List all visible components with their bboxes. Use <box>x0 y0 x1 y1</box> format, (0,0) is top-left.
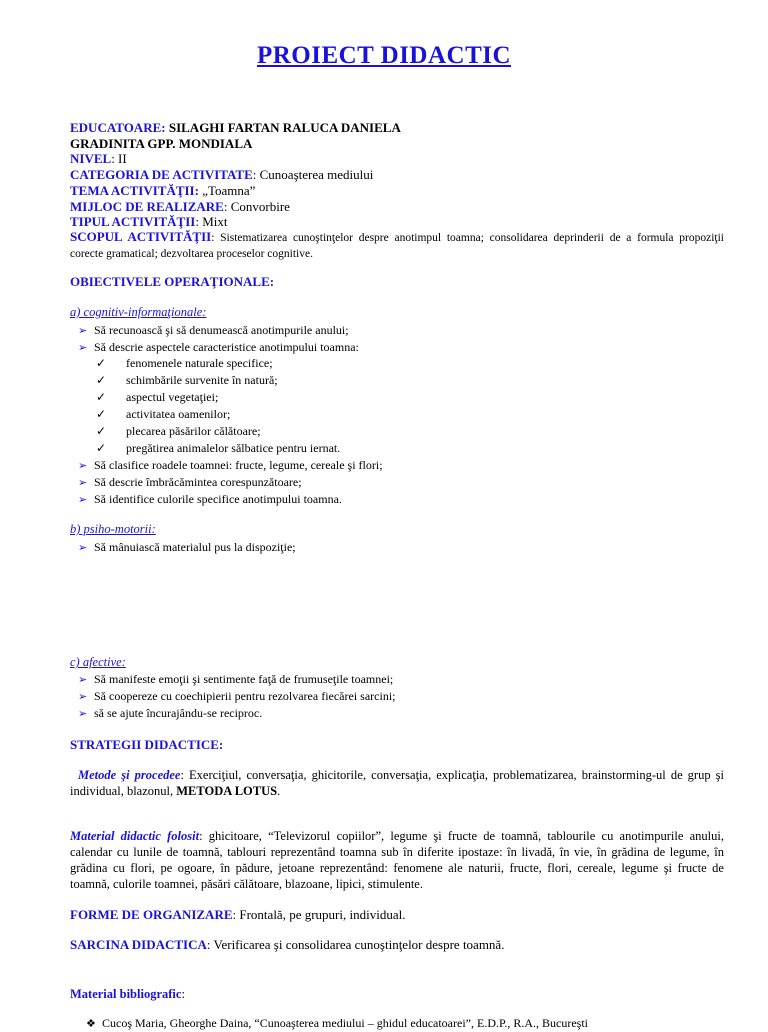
list-item: ➢ Să descrie îmbrăcămintea corespunzătoare; <box>78 475 302 489</box>
categoria-line <box>70 167 373 183</box>
categoria-value: : Cunoaşterea mediului <box>252 167 374 182</box>
checkmark-icon: ✓ <box>96 373 107 387</box>
check-item: ✓ schimbările survenite în natură; <box>96 373 278 387</box>
sarcina-value: : Verificarea şi consolidarea cunoştinţelor despre toamnă. <box>206 937 505 952</box>
cognitiv-subheading: a) cognitiv-informaţionale: <box>70 305 207 319</box>
check-item: ✓ aspectul vegetaţiei; <box>96 390 219 404</box>
material-paragraph <box>70 828 724 892</box>
list-item: ❖ Cucoş Maria, Gheorghe Daina, “Cunoaşterea mediului – ghidul educatoarei”, E.D.P., R.A., Bucureşti <box>86 1016 588 1030</box>
list-item: ➢ Să descrie aspectele caracteristice anotimpului toamna: <box>78 340 359 354</box>
gradinita-line: GRADINITA GPP. MONDIALA <box>70 136 253 151</box>
scopul-label: SCOPUL ACTIVITĂŢII <box>70 229 212 244</box>
nivel-line <box>70 151 127 167</box>
arrow-bullet-icon: ➢ <box>78 691 88 703</box>
tema-value: „Toamna” <box>198 183 256 198</box>
objectives-heading: OBIECTIVELE OPERAŢIONALE: <box>70 274 275 289</box>
tema-line <box>70 183 255 199</box>
educatoare-label: EDUCATOARE: <box>70 120 166 135</box>
list-item: ➢ Să clasifice roadele toamnei: fructe, legume, cereale şi flori; <box>78 458 383 472</box>
arrow-bullet-icon: ➢ <box>78 542 88 554</box>
arrow-bullet-icon: ➢ <box>78 477 88 489</box>
arrow-bullet-icon: ➢ <box>78 494 88 506</box>
metode-paragraph: Metode şi procedee: Exerciţiul, conversaţia, ghicitorile, conversaţia, explicaţia, problematizarea, brainstorming-ul de grup şi individual, blazonul, METODA LOTUS. <box>70 768 724 798</box>
arrow-bullet-icon: ➢ <box>78 342 88 354</box>
metode-lotus: METODA LOTUS <box>176 784 278 798</box>
metode-label: Metode şi procedee <box>78 768 181 782</box>
arrow-bullet-icon: ➢ <box>78 460 88 472</box>
list-item: ➢ Să coopereze cu coechipierii pentru rezolvarea fiecărei sarcini; <box>78 689 396 703</box>
forme-value: : Frontală, pe grupuri, individual. <box>232 907 406 922</box>
strategii-heading: STRATEGII DIDACTICE: <box>70 737 224 752</box>
categoria-label: CATEGORIA DE ACTIVITATE <box>70 167 253 182</box>
checkmark-icon: ✓ <box>96 424 107 438</box>
sarcina-label: SARCINA DIDACTICA <box>70 937 207 952</box>
tipul-value: : Mixt <box>195 214 228 229</box>
arrow-bullet-icon: ➢ <box>78 708 88 720</box>
material-text: : ghicitoare, “Televizorul copiilor”, legume şi fructe de toamnă, tablourile cu anotimpurile anului, calendar cu lunile de toamnă, tablouri reprezentând toamna sub în diferite ipostaze: în livadă, în vie, în grădina de legume, în grădina cu flori, pe ogoare, în pădure, jetoane reprezentând: fenomene ale naturii, fructe, flori, cereale, legume şi fructe de toamnă, culorile toamnei, păsări călătoare, blazoane, lipici, stimulente. <box>70 829 724 891</box>
material-label: Material didactic folosit <box>70 829 200 843</box>
check-item: ✓ activitatea oamenilor; <box>96 407 231 421</box>
checkmark-icon: ✓ <box>96 441 107 455</box>
tipul-line <box>70 214 228 230</box>
bibliografie-label: Material bibliografic <box>70 987 182 1001</box>
check-item: ✓ plecarea păsărilor călătoare; <box>96 424 261 438</box>
mijloc-label: MIJLOC DE REALIZARE <box>70 199 224 214</box>
sarcina-line <box>70 937 504 953</box>
tipul-label: TIPUL ACTIVITĂŢII <box>70 214 196 229</box>
nivel-value: : II <box>111 151 127 166</box>
educatoare-line <box>70 120 401 136</box>
list-item: ➢ Să identifice culorile specifice anotimpului toamna. <box>78 492 342 506</box>
mijloc-value: : Convorbire <box>223 199 290 214</box>
checkmark-icon: ✓ <box>96 356 107 370</box>
list-item: ➢ Să mânuiască materialul pus la dispoziţie; <box>78 540 296 554</box>
educatoare-value: SILAGHI FARTAN RALUCA DANIELA <box>165 120 401 135</box>
list-item: ➢ Să manifeste emoţii şi sentimente faţă de frumuseţile toamnei; <box>78 672 394 686</box>
check-item: ✓ fenomenele naturale specifice; <box>96 356 273 370</box>
scopul-paragraph <box>70 229 724 262</box>
page-title: PROIECT DIDACTIC <box>256 42 512 69</box>
forme-line <box>70 907 405 923</box>
checkmark-icon: ✓ <box>96 407 107 421</box>
forme-label: FORME DE ORGANIZARE <box>70 907 233 922</box>
nivel-label: NIVEL <box>70 151 112 166</box>
bullet-icon: ❖ <box>86 1018 96 1030</box>
psiho-subheading: b) psiho-motorii: <box>70 522 156 536</box>
arrow-bullet-icon: ➢ <box>78 325 88 337</box>
afective-subheading: c) afective: <box>70 655 126 669</box>
metode-text: : Exerciţiul, conversaţia, ghicitorile, conversaţia, explicaţia, problematizarea, brainstorming-ul de grup şi individual, blazonul, <box>70 768 724 798</box>
list-item: ➢ să se ajute încurajându-se reciproc. <box>78 706 263 720</box>
mijloc-line <box>70 199 290 215</box>
arrow-bullet-icon: ➢ <box>78 674 88 686</box>
checkmark-icon: ✓ <box>96 390 107 404</box>
tema-label: TEMA ACTIVITĂŢII: <box>70 183 199 198</box>
bibliografie-line: Material bibliografic: <box>70 987 185 1001</box>
list-item: ➢ Să recunoască şi să denumească anotimpurile anului; <box>78 323 349 337</box>
scopul-value: : Sistematizarea cunoştinţelor despre anotimpul toamna; consolidarea deprinderii de a formula propoziţii corecte gramatical; dezvoltarea proceselor cognitive. <box>70 232 724 260</box>
check-item: ✓ pregătirea animalelor sălbatice pentru iernat. <box>96 441 341 455</box>
